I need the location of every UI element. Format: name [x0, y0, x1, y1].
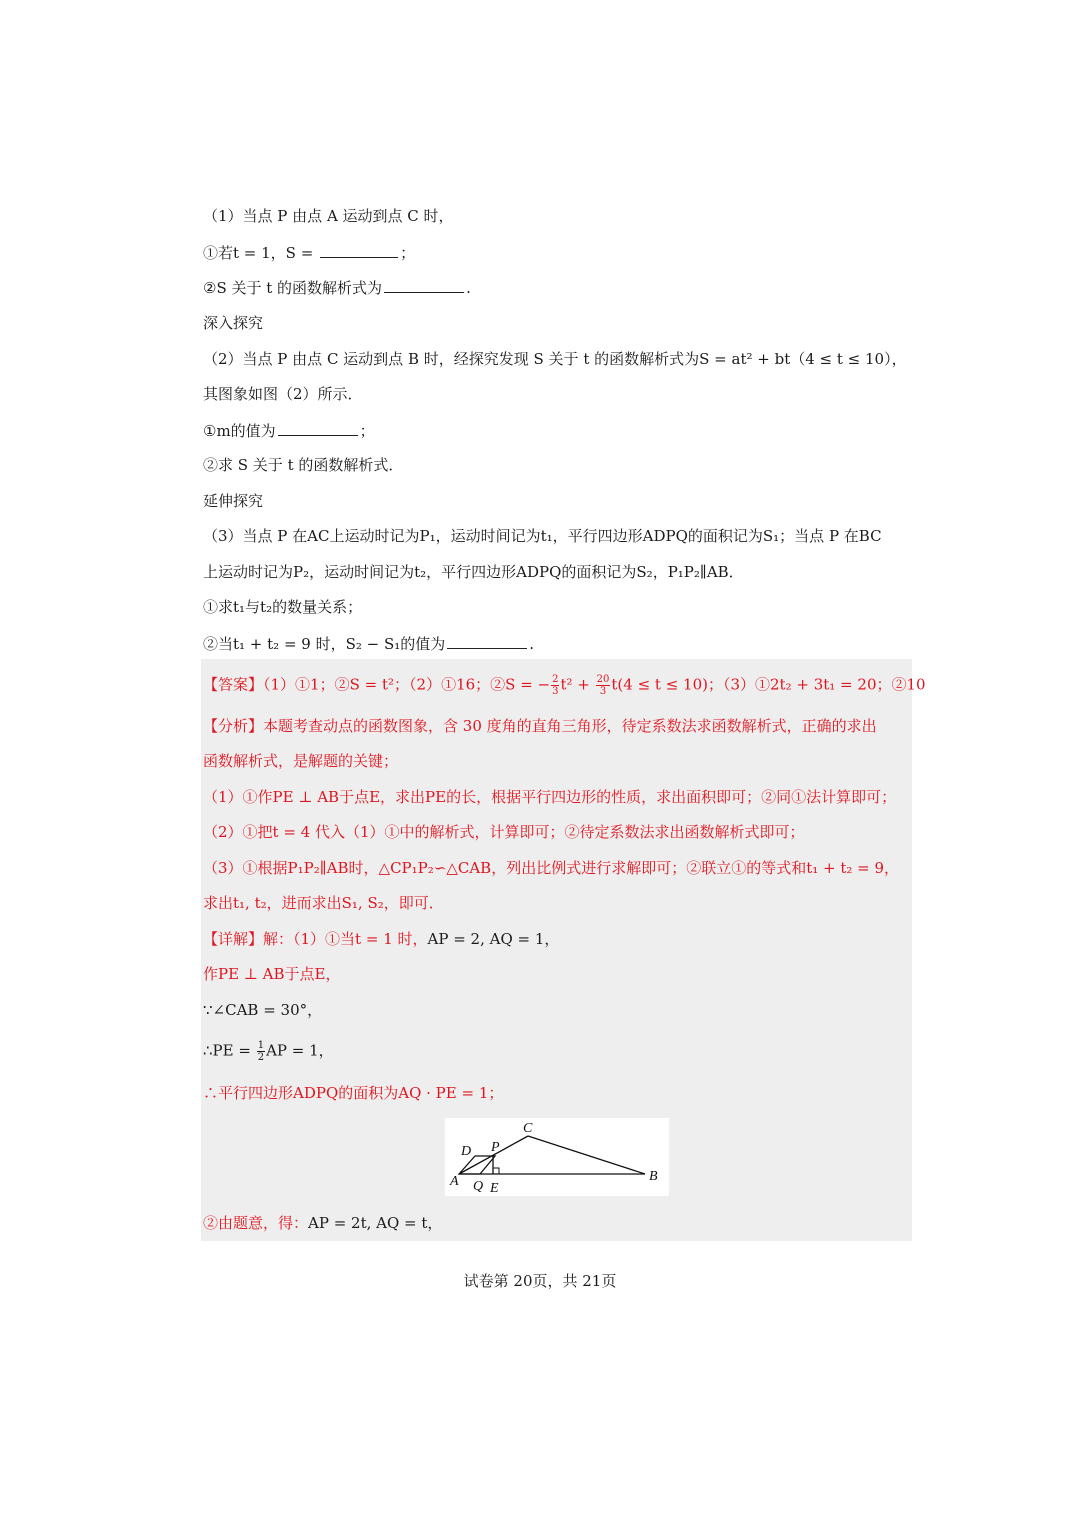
right-angle-mark — [493, 1168, 499, 1174]
answer-tag: 【答案】 — [203, 675, 264, 694]
answer-blank — [447, 633, 527, 649]
q1-b — [203, 277, 471, 298]
analysis-line2: 函数解析式，是解题的关键； — [203, 752, 399, 770]
q1-b-text: ②S 关于 t 的函数解析式为 — [203, 279, 383, 297]
label-p: P — [491, 1140, 500, 1155]
answer-part2: t² + — [560, 675, 595, 694]
fraction-numerator: 20 — [596, 674, 610, 685]
side-cb — [528, 1136, 645, 1174]
detail-line6 — [203, 1213, 442, 1233]
answer-blank — [278, 420, 358, 436]
q3-line1: （3）当点 P 在AC上运动时记为P₁，运动时间记为t₁，平行四边形ADPQ的面积记为S₁；当点 P 在BC — [203, 527, 882, 545]
fraction-numerator: 2 — [552, 674, 559, 685]
q3-b-post: . — [529, 635, 535, 653]
q2-intro-line1: （2）当点 P 由点 C 运动到点 B 时，经探究发现 S 关于 t 的函数解析式为S = at² + bt（4 ≤ t ≤ 10）， — [203, 350, 907, 368]
fraction-numerator: 1 — [257, 1040, 265, 1051]
q1-intro: （1）当点 P 由点 A 运动到点 C 时， — [203, 207, 454, 225]
q1-a — [203, 242, 415, 263]
detail-values: AP = 2, AQ = 1， — [427, 930, 560, 948]
answer-blank — [320, 242, 398, 258]
q2-a — [203, 420, 375, 441]
analysis-line5: （3）①根据P₁P₂∥AB时，△CP₁P₂∽△CAB，列出比例式进行求解即可；②联立①的等式和t₁ + t₂ = 9， — [203, 859, 900, 877]
q2-a-text: ①m的值为 — [203, 422, 276, 440]
q1-b-post: . — [466, 279, 471, 297]
answer-fraction-1 — [551, 674, 559, 697]
detail-l4-pre: ∴PE = — [203, 1041, 256, 1060]
q2-intro-line2: 其图象如图（2）所示． — [203, 385, 363, 403]
answer-line — [203, 674, 926, 697]
detail-l4-post: AP = 1， — [266, 1041, 334, 1060]
detail-line2: 作PE ⊥ AB于点E， — [203, 965, 341, 983]
detail-line5: ∴平行四边形ADPQ的面积为AQ · PE = 1； — [203, 1084, 504, 1102]
page-footer: 试卷第 20页，共 21页 — [463, 1272, 617, 1290]
label-a: A — [450, 1174, 459, 1189]
q3-line2: 上运动时记为P₂，运动时间记为t₂，平行四边形ADPQ的面积记为S₂，P₁P₂∥AB． — [203, 563, 744, 581]
answer-part1: （1）①1；②S = t²；（2）①16；②S = − — [263, 675, 551, 694]
analysis-line1 — [203, 716, 877, 736]
fraction-denominator: 2 — [257, 1052, 265, 1063]
analysis-text: 本题考查动点的函数图象，含 30 度角的直角三角形，待定系数法求函数解析式，正确的求出 — [263, 717, 877, 735]
q3-a: ①求t₁与t₂的数量关系； — [203, 598, 363, 616]
triangle-diagram — [445, 1118, 669, 1196]
q2-a-post: ； — [359, 422, 375, 440]
detail-line4 — [203, 1040, 334, 1063]
label-c: C — [523, 1121, 533, 1136]
triangle-figure — [445, 1118, 669, 1196]
analysis-line6: 求出t₁, t₂，进而求出S₁, S₂，即可． — [203, 894, 444, 912]
detail-l6-values: AP = 2t, AQ = t， — [308, 1214, 443, 1232]
analysis-tag: 【分析】 — [203, 717, 264, 735]
answer-part3: t(4 ≤ t ≤ 10)；（3）①2t₂ + 3t₁ = 20；②10 — [611, 675, 926, 694]
detail-line3: ∵∠CAB = 30°， — [203, 1001, 323, 1019]
q3-b-text: ②当t₁ + t₂ = 9 时，S₂ − S₁的值为 — [203, 635, 446, 653]
label-e: E — [490, 1181, 499, 1196]
detail-tag: 【详解】 — [203, 930, 264, 948]
detail-l6-text: ②由题意，得： — [203, 1214, 309, 1232]
half-fraction — [257, 1040, 265, 1063]
label-q: Q — [473, 1179, 484, 1194]
answer-fraction-2 — [596, 674, 611, 697]
analysis-line3: （1）①作PE ⊥ AB于点E，求出PE的长，根据平行四边形的性质，求出面积即可；②同①法计算即可； — [203, 788, 897, 806]
detail-text: 解：（1）①当t = 1 时， — [263, 930, 428, 948]
label-d: D — [461, 1144, 472, 1159]
q1-a-post: ； — [400, 244, 416, 262]
fraction-denominator: 3 — [599, 686, 607, 697]
answer-blank — [384, 277, 464, 293]
q3-b — [203, 633, 534, 654]
label-b: B — [649, 1169, 658, 1184]
section-deep-heading: 深入探究 — [203, 314, 264, 332]
detail-line1 — [203, 929, 559, 949]
fraction-denominator: 3 — [552, 686, 559, 697]
section-ext-heading: 延伸探究 — [203, 492, 264, 510]
q2-b: ②求 S 关于 t 的函数解析式． — [203, 456, 404, 474]
analysis-line4: （2）①把t = 4 代入（1）①中的解析式，计算即可；②待定系数法求出函数解析式即可； — [203, 823, 805, 841]
q1-a-text: ①若t = 1，S = — [203, 244, 319, 262]
